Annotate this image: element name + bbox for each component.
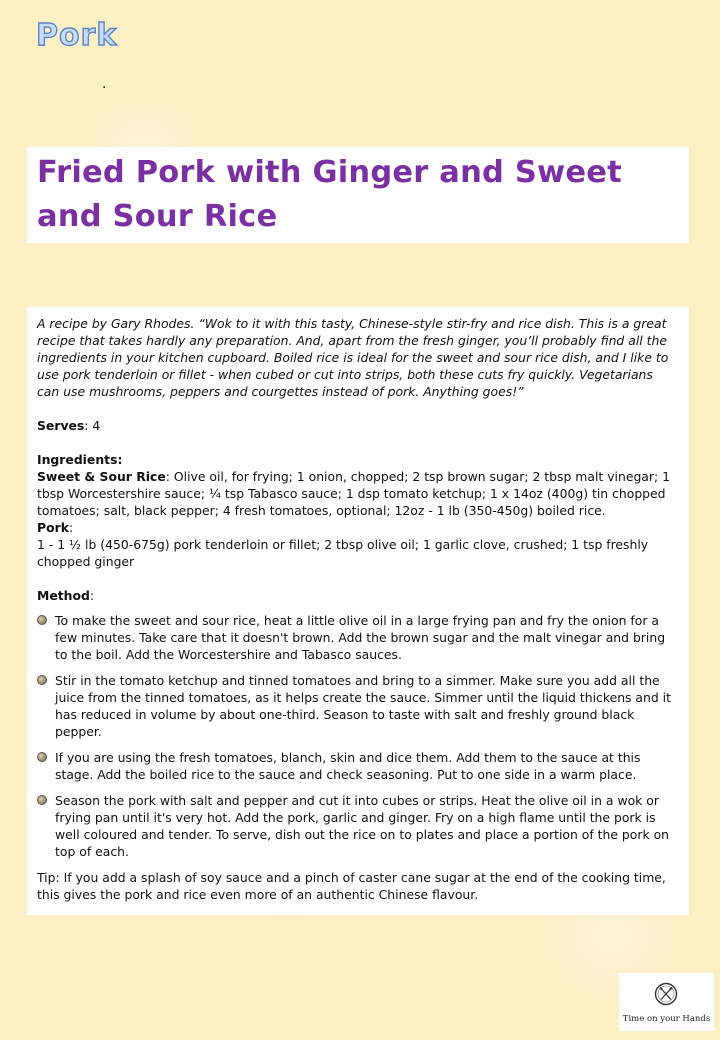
method-step bbox=[37, 612, 679, 663]
logo-text: Time on your Hands bbox=[622, 1014, 711, 1024]
recipe-title: Fried Pork with Ginger and Sweet and Sour Rice bbox=[37, 155, 622, 234]
logo-badge bbox=[619, 973, 714, 1031]
method-steps bbox=[37, 612, 679, 860]
serves-line bbox=[37, 417, 679, 434]
method-step-text: To make the sweet and sour rice, heat a little olive oil in a large frying pan and fry the onion for a few minutes. Take care that it doesn't brown. Add the brown sugar and the malt vinegar and bring to the boil. Add the Worcestershire and Tabasco sauces. bbox=[55, 613, 666, 662]
sweet-sour-label: Sweet & Sour Rice bbox=[37, 469, 166, 484]
recipe-tip: Tip: If you add a splash of soy sauce and a pinch of caster cane sugar at the end of the cooking time, this gives the pork and rice even more of an authentic Chinese flavour. bbox=[37, 870, 666, 902]
method-heading bbox=[37, 587, 679, 604]
round-bullet-icon bbox=[37, 675, 47, 685]
round-bullet-icon bbox=[37, 795, 47, 805]
method-step-text: Season the pork with salt and pepper and cut it into cubes or strips. Heat the olive oil in a wok or frying pan until it's very hot. Add the pork, garlic and ginger. Fry on a high flame until the pork is well coloured and tender. To serve, dish out the rice on to plates and place a portion of the pork on top of each. bbox=[55, 793, 669, 859]
recipe-content bbox=[27, 307, 689, 915]
category-heading: Pork bbox=[36, 18, 118, 53]
method-step-text: If you are using the fresh tomatoes, blanch, skin and dice them. Add them to the sauce at this stage. Add the boiled rice to the sauce and check seasoning. Put to one side in a warm place. bbox=[55, 750, 641, 782]
sweet-sour-ingredients bbox=[37, 468, 679, 519]
method-step bbox=[37, 672, 679, 740]
pork-colon: : bbox=[68, 520, 74, 535]
method-step-text: Stir in the tomato ketchup and tinned tomatoes and bring to a simmer. Make sure you add all the juice from the tinned tomatoes, as it helps create the sauce. Simmer until the liquid thickens and it has reduced in volume by about one-third. Season to taste with salt and freshly ground black pepper. bbox=[55, 673, 671, 739]
title-panel bbox=[27, 147, 689, 243]
serves-label: Serves bbox=[37, 418, 85, 433]
serves-value: : 4 bbox=[84, 418, 101, 433]
sweet-sour-text: : Olive oil, for frying; 1 onion, chopped; 2 tsp brown sugar; 2 tbsp malt vinegar; 1 tbsp Worcestershire sauce; ¼ tsp Tabasco sauce; 1 dsp tomato ketchup; 1 x 14oz (400g) tin chopped tomatoes; salt, black pepper; 4 fresh tomatoes, optional; 12oz - 1 lb (350-450g) boiled rice. bbox=[37, 469, 670, 518]
stray-dot: . bbox=[102, 76, 107, 92]
method-label: Method bbox=[37, 588, 90, 603]
clock-cutlery-logo-icon bbox=[654, 982, 678, 1006]
round-bullet-icon bbox=[37, 752, 47, 762]
pork-heading-line bbox=[37, 519, 679, 536]
pork-ingredients: 1 - 1 ½ lb (450-675g) pork tenderloin or fillet; 2 tbsp olive oil; 1 garlic clove, crushed; 1 tsp freshly chopped ginger bbox=[37, 537, 649, 569]
ingredients-heading: Ingredients: bbox=[37, 452, 123, 467]
round-bullet-icon bbox=[37, 615, 47, 625]
method-step bbox=[37, 749, 679, 783]
recipe-intro: A recipe by Gary Rhodes. “Wok to it with this tasty, Chinese-style stir-fry and rice dish. This is a great recipe that takes hardly any preparation. And, apart from the fresh ginger, you’ll probably find all the ingredients in your kitchen cupboard. Boiled rice is ideal for the sweet and sour rice dish, and I like to use pork tenderloin or fillet - when cubed or cut into strips, both these cuts fry quickly. Vegetarians can use mushrooms, peppers and courgettes instead of pork. Anything goes!” bbox=[37, 316, 669, 399]
method-step bbox=[37, 792, 679, 860]
method-colon: : bbox=[89, 588, 95, 603]
pork-label: Pork bbox=[37, 520, 69, 535]
